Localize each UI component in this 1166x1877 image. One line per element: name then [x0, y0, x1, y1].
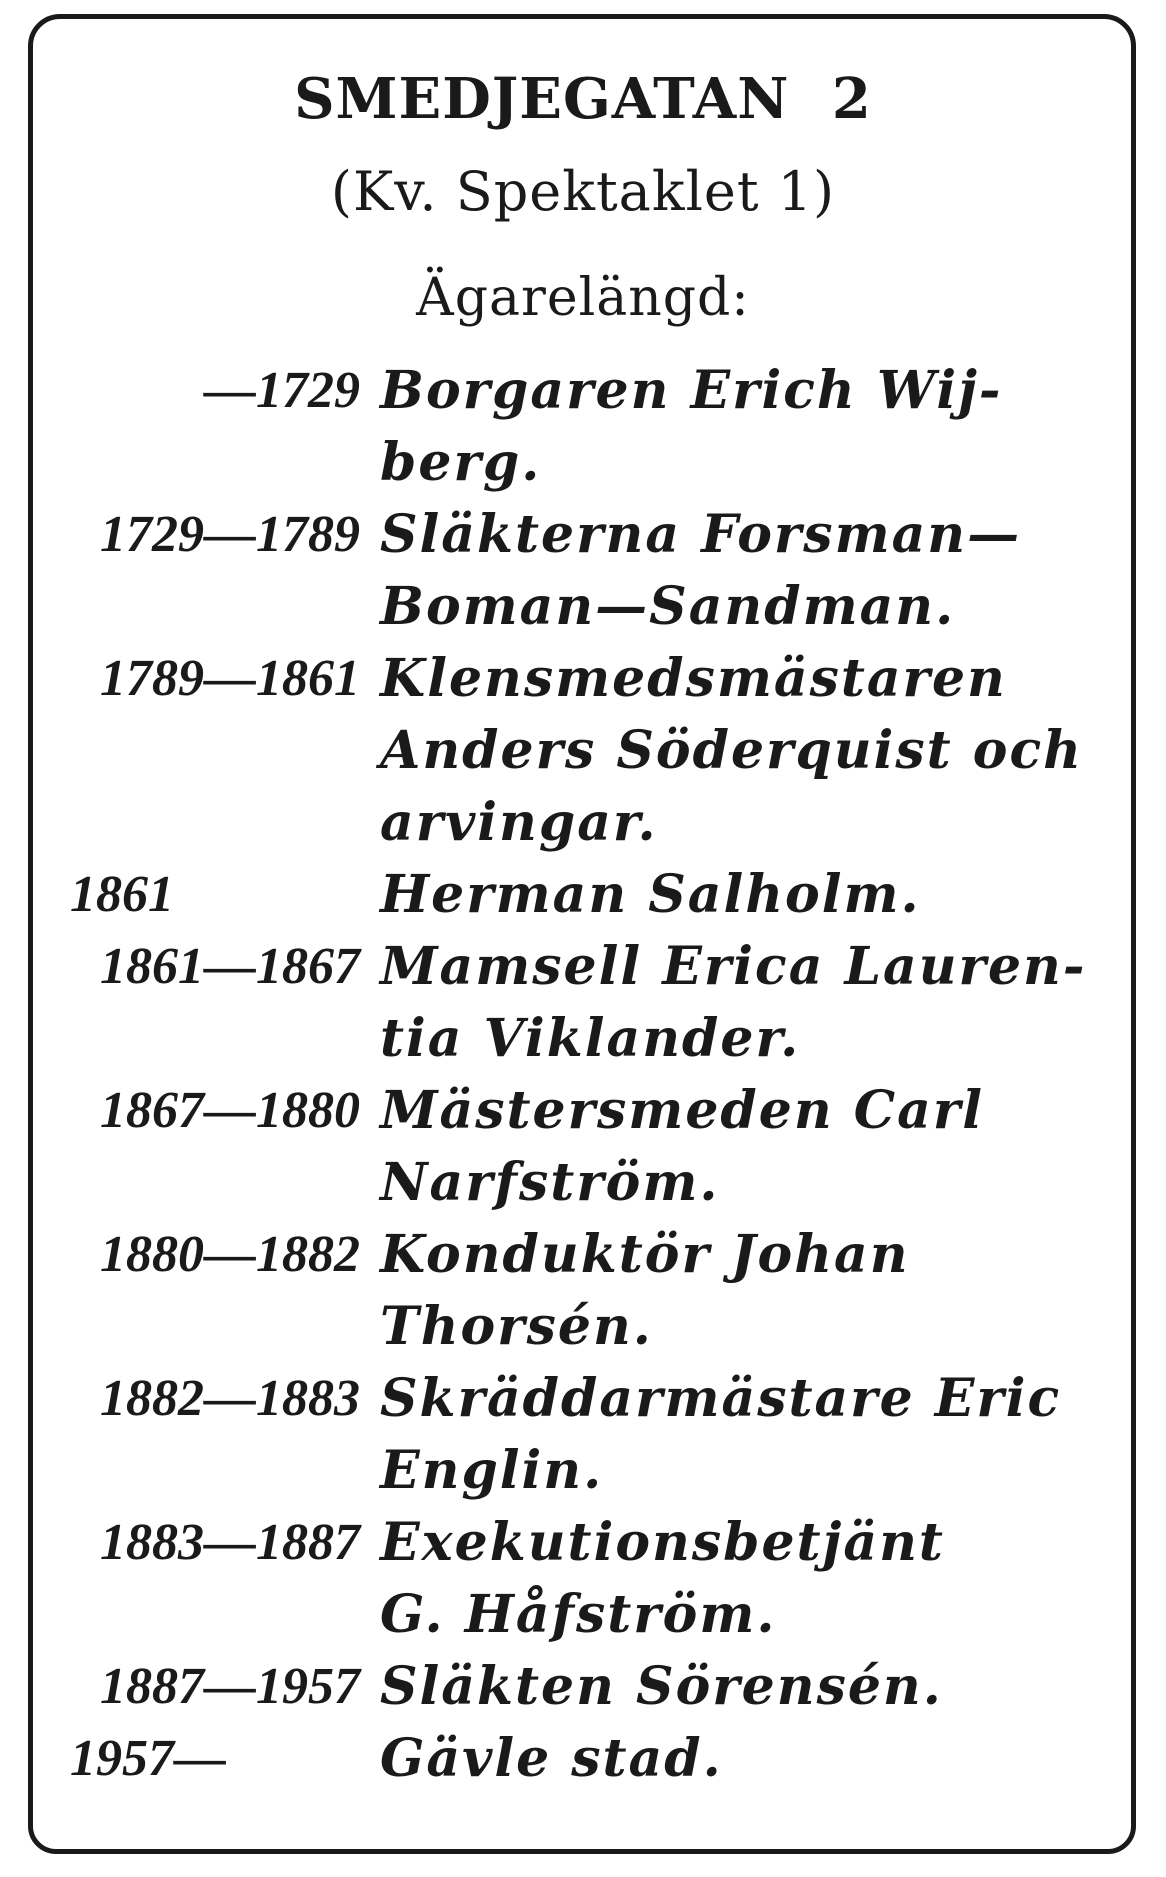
- owner-entry: [70, 355, 1110, 499]
- owner-list: [70, 355, 1110, 1795]
- entry-years: 1861—1867: [100, 938, 360, 995]
- owner-line: tia Viklander.: [380, 1008, 801, 1069]
- entry-years: 1883—1887: [100, 1514, 360, 1571]
- owner-line: Gävle stad.: [380, 1728, 723, 1789]
- entry-years: 1789—1861: [100, 650, 360, 707]
- entry-owner: [380, 859, 1110, 931]
- entry-years: 1729—1789: [100, 506, 360, 563]
- entry-owner: [380, 931, 1110, 1075]
- owner-line: Boman—Sandman.: [380, 576, 956, 637]
- owner-line: Skräddarmästare Eric: [380, 1368, 1062, 1429]
- entry-owner: [380, 1651, 1110, 1723]
- owner-line: G. Håfström.: [380, 1584, 777, 1645]
- entry-owner: [380, 1723, 1110, 1795]
- entry-years: —1729: [204, 362, 360, 419]
- owner-entry: [70, 1363, 1110, 1507]
- owner-line: Englin.: [380, 1440, 604, 1501]
- owner-entry: [70, 859, 1110, 931]
- entry-owner: [380, 1507, 1110, 1651]
- owner-line: Borgaren Erich Wij-: [380, 360, 1003, 421]
- owner-entry: [70, 1507, 1110, 1651]
- owner-line: Släkterna Forsman—: [380, 504, 1022, 565]
- owner-line: Mamsell Erica Lauren-: [380, 936, 1087, 997]
- entry-owner: [380, 643, 1110, 859]
- block-designation: (Kv. Spektaklet 1): [330, 160, 836, 223]
- owner-line: Anders Söderquist och: [380, 720, 1083, 781]
- owner-entry: [70, 1219, 1110, 1363]
- owner-line: Exekutionsbetjänt: [380, 1512, 945, 1573]
- entry-owner: [380, 1219, 1110, 1363]
- entry-years: 1861: [70, 866, 174, 923]
- entry-owner: [380, 355, 1110, 499]
- owner-entry: [70, 1075, 1110, 1219]
- owner-line: Konduktör Johan: [380, 1224, 910, 1285]
- owner-line: Mästersmeden Carl: [380, 1080, 984, 1141]
- owner-line: berg.: [380, 432, 542, 493]
- owner-line: Herman Salholm.: [380, 864, 921, 925]
- entry-owner: [380, 1363, 1110, 1507]
- entry-years: 1882—1883: [100, 1370, 360, 1427]
- owner-entry: [70, 931, 1110, 1075]
- entry-years: 1867—1880: [100, 1082, 360, 1139]
- page-title: SMEDJEGATAN 2: [294, 66, 872, 132]
- entry-years: 1957—: [70, 1730, 226, 1787]
- entry-owner: [380, 1075, 1110, 1219]
- owner-list-heading: Ägarelängd:: [416, 268, 750, 328]
- entry-years: 1880—1882: [100, 1226, 360, 1283]
- owner-entry: [70, 1723, 1110, 1795]
- owner-line: Klensmedsmästaren: [380, 648, 1007, 709]
- owner-line: Narfström.: [380, 1152, 720, 1213]
- owner-line: arvingar.: [380, 792, 658, 853]
- owner-line: Släkten Sörensén.: [380, 1656, 943, 1717]
- owner-entry: [70, 643, 1110, 859]
- owner-entry: [70, 499, 1110, 643]
- entry-owner: [380, 499, 1110, 643]
- owner-line: Thorsén.: [380, 1296, 653, 1357]
- entry-years: 1887—1957: [100, 1658, 360, 1715]
- owner-entry: [70, 1651, 1110, 1723]
